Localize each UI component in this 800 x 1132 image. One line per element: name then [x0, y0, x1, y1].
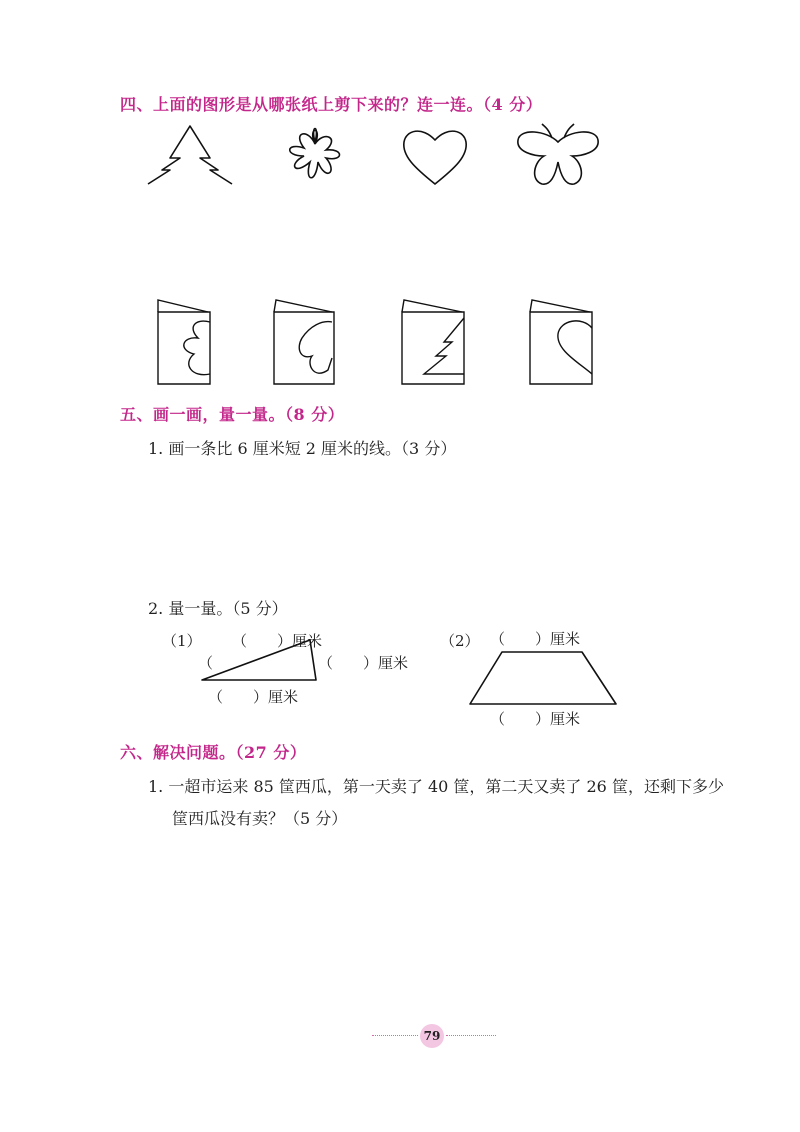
butterfly-shape — [516, 122, 600, 188]
figure-2-bottom-blank[interactable]: （ ）厘米 — [490, 710, 581, 728]
figure-1-top-blank[interactable]: （ ）厘米 — [232, 632, 323, 650]
trapezoid-figure — [468, 650, 618, 706]
section-5-heading: 五、画一画，量一量。（8 分） — [120, 405, 345, 424]
page-number-dotted-line-left — [372, 1035, 418, 1036]
question-5-2: 2. 量一量。（5 分） — [148, 599, 288, 618]
folded-paper-heart-half — [528, 298, 594, 386]
folded-paper-flower-half — [148, 298, 212, 386]
tree-shape — [148, 122, 232, 186]
heart-shape — [400, 126, 470, 186]
question-6-1-line-1: 1. 一超市运来 85 筐西瓜，第一天卖了 40 筐，第二天又卖了 26 筐，还剩下多少 — [148, 777, 724, 796]
figure-2-label: （2） — [440, 632, 480, 650]
figure-1-left-blank[interactable]: （ — [198, 654, 214, 672]
figure-1-bottom-blank[interactable]: （ ）厘米 — [208, 688, 299, 706]
page-number: 79 — [420, 1024, 444, 1048]
folded-paper-tree-half — [400, 298, 466, 386]
flower-shape — [280, 120, 350, 186]
section-4-heading: 四、上面的图形是从哪张纸上剪下来的？连一连。（4 分） — [120, 95, 543, 114]
section-6-heading: 六、解决问题。（27 分） — [120, 743, 307, 762]
folded-paper-butterfly-half — [272, 298, 336, 386]
question-6-1-line-2: 筐西瓜没有卖？（5 分） — [172, 809, 348, 828]
figure-1-right-blank[interactable]: （ ）厘米 — [318, 654, 409, 672]
figure-1-label: （1） — [162, 632, 202, 650]
question-5-1: 1. 画一条比 6 厘米短 2 厘米的线。（3 分） — [148, 439, 457, 458]
page-number-dotted-line-right — [446, 1035, 496, 1036]
triangle-figure — [200, 636, 320, 682]
figure-2-top-blank[interactable]: （ ）厘米 — [490, 630, 581, 648]
